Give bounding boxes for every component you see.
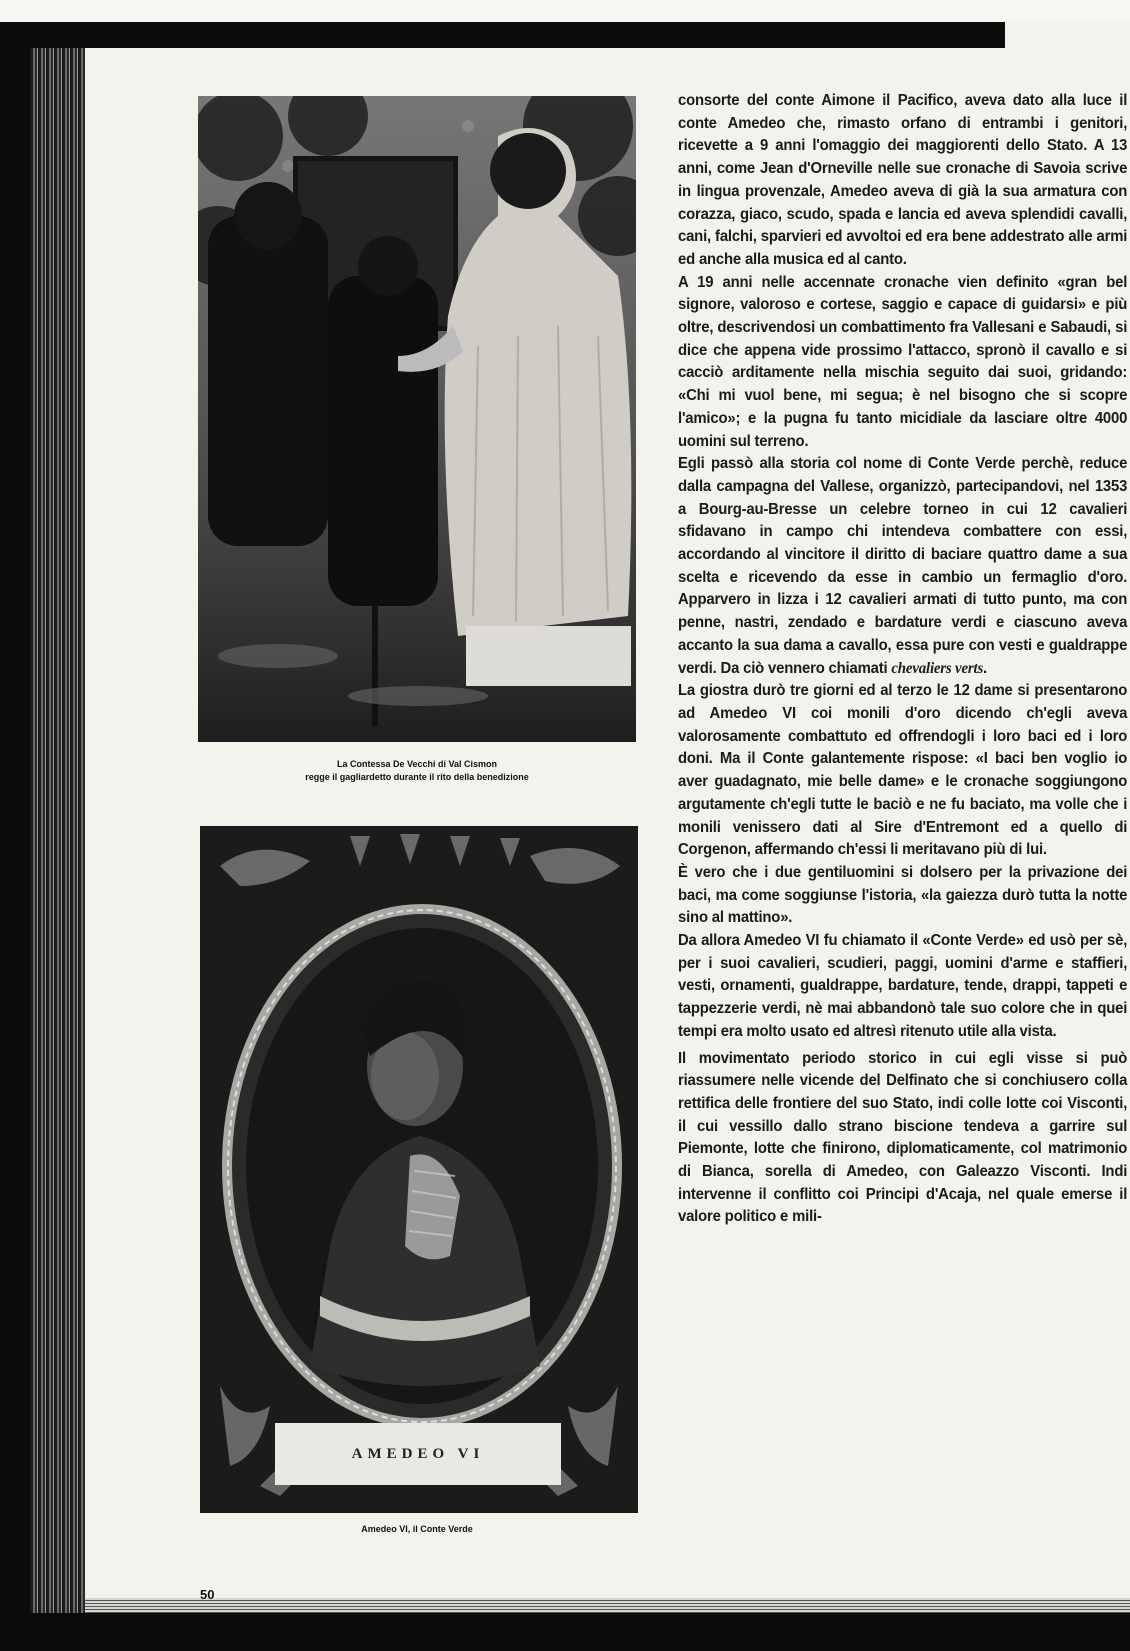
caption-top-line2: regge il gagliardetto durante il rito della benedizione — [305, 772, 529, 782]
paragraph: Da allora Amedeo VI fu chiamato il «Conte Verde» ed usò per sè, per i suoi cavalieri, scudieri, paggi, uomini d'arme e staffieri, vesti, ornamenti, gualdrappe, bardature, tende, drappi, tappeti e tappezzerie verdi, nè mai abbandonò tale suo colore che in quei tempi era molto usato ed altresì ritenuto utile alla vista. — [678, 932, 1128, 1040]
caption-top-line1: La Contessa De Vecchi di Val Cismon — [336, 759, 498, 769]
page-number: 50 — [200, 1587, 215, 1602]
photo-caption-bottom: Amedeo VI, il Conte Verde — [361, 1524, 473, 1534]
scan-border-bottom — [30, 1613, 1130, 1651]
book-spine-pages — [30, 48, 85, 1613]
scan-border-top — [0, 22, 1005, 48]
article-column — [678, 90, 1126, 1229]
paragraph — [678, 453, 1127, 680]
page-stack-edge — [85, 1598, 1130, 1613]
page-top-edge — [0, 0, 1130, 22]
ceremony-photo — [198, 96, 636, 742]
paragraph: Il movimentato periodo storico in cui egli visse si può riassumere nelle vicende del Delfinato che si conchiusero colla rettifica delle frontiere del suo Stato, indi colle lotte coi Visconti, il cui vessillo dallo strano biscione tendeva a garrire sul Piemonte, lotte che finirono, diplomaticamente, col matrimonio di Bianca, sorella di Amedeo, con Galeazzo Visconti. Indi intervenne il conflitto coi Principi d'Acaja, nel quale emerse il valore politico e mili- — [678, 1049, 1128, 1226]
paragraph: A 19 anni nelle accennate cronache vien definito «gran bel signore, valoroso e cortese, saggio e capace di guidarsi» e più oltre, descrivendosi un combattimento fra Vallesani e Sabaudi, si dice che appena vide prossimo l'attacco, spronò il cavallo e si cacciò arditamente nella mischia seguito dai suoi, gridando: «Chi mi vuol bene, mi segua; è nel bisogno che si scopre l'amico»; e la pugna fu tanto micidiale da lasciare oltre 4000 uomini sul terreno. — [678, 273, 1128, 450]
italic-phrase: chevaliers verts — [891, 659, 984, 677]
scan-border-left — [0, 22, 30, 1651]
paragraph: È vero che i due gentiluomini si dolsero per la privazione dei baci, ma come soggiunse l'istoria, «la gaiezza durò tutta la notte sino al mattino». — [678, 863, 1128, 927]
paragraph: consorte del conte Aimone il Pacifico, aveva dato alla luce il conte Amedeo che, rimasto orfano di entrambi i genitori, ricevette a 9 anni l'omaggio dei maggiorenti dello Stato. A 13 anni, come Jean d'Orneville nelle sue cronache di Savoia scrive in lingua provenzale, Amedeo aveva di già la sua armatura con corazza, giaco, scudo, spada e lancia ed aveva splendidi cavalli, cani, falchi, sparvieri ed avvoltoi ed era bene addestrato alle armi ed anche alla musica ed al canto. — [678, 92, 1128, 268]
paragraph-text: . — [983, 659, 988, 677]
portrait-plaque: AMEDEO VI — [275, 1423, 561, 1485]
paragraph-text: Egli passò alla storia col nome di Conte Verde perchè, reduce dalla campagna del Vallese, organizzò, partecipandovi, nel 1353 a Bourg-au-Bresse un celebre torneo in cui 12 cavalieri sfidavano in campo chi intendeva combattere con essi, accordando al vincitore il diritto di baciare quattro dame a sua scelta e ricevendo da esse in cambio un fermaglio d'oro. Apparvero in lizza i 12 cavalieri armati di tutto punto, ma con penne, nastri, zendado e bardature verdi e ciascuno aveva accanto la sua dama a cavallo, essa pure con vesti e gualdrappe verdi. Da ciò vennero chiamati — [678, 455, 1128, 677]
photo-caption-top — [198, 758, 636, 784]
portrait-engraving — [200, 826, 638, 1513]
paragraph: La giostra durò tre giorni ed al terzo le 12 dame si presentarono ad Amedeo VI coi monili d'oro dicendo ch'egli aveva valorosamente combattuto ed offrendogli i loro baci ed i loro doni. Ma il Conte galantemente rispose: «I baci ben voglio io aver guadagnato, mie belle dame» e le cronache soggiungono argutamente ch'egli tutte le baciò e ne fu baciato, ma volle che i monili venissero dati al Sire d'Entremont ed a quello di Corgenon, affermando ch'essi li meritavano più di lui. — [678, 682, 1128, 859]
